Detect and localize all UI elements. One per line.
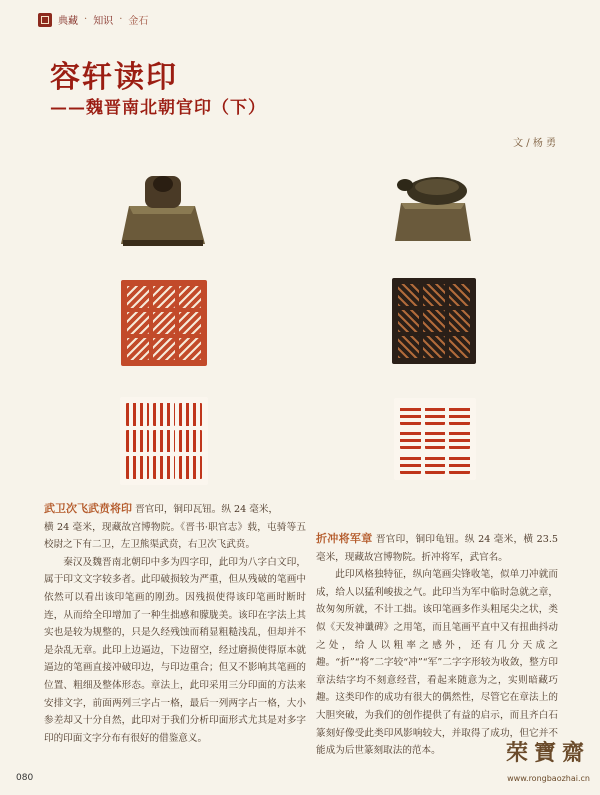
header-separator: · <box>119 14 123 25</box>
right-article-column <box>316 530 558 760</box>
turtle-knob-seal-photo <box>385 155 481 247</box>
body-paragraph: 秦汉及魏晋南北朝印中多为四字印，此印为八字白文印，属于印文文字较多者。此印破损较为严重，但从残破的笔画中依然可以看出该印笔画的刚劲。因残损使得该印笔画时断时连，从而给全印增加了一种生拙感和朦胧美。该印在字法上其实也是较为规整的，只是久经残蚀而稍显粗糙浅乱，但却并不是杂乱无章。此印上边逼边，下边留空，经过磨损使得原本就逼边的笔画直接冲破印边，与印边重合；但又不影响其笔画的位置、粗细及整体形态。章法上，此印采用三分印面的方法来安排文字，前面两列三字占一格，最后一列两字占一格，大小参差却又十分自然，此印对于我们分析印面形式尤其是对多字印的印面文字分布有很好的借鉴意义。 <box>44 556 306 744</box>
body-paragraph: 横 24 毫米，现藏故宫博物院。《晋书·职官志》载，屯骑等五校尉之下有二卫，左卫熊渠武贲，右卫次飞武贲。 <box>44 521 306 551</box>
header-section: 典藏 <box>58 16 78 27</box>
right-caption-line <box>316 530 558 566</box>
page-number: 080 <box>16 773 34 783</box>
section-header <box>38 12 148 27</box>
article-author: 文 / 杨 勇 <box>513 138 556 149</box>
article-subtitle: ——魏晋南北朝官印（下） <box>50 98 266 118</box>
watermark-url: www.rongbaozhai.cn <box>507 774 590 783</box>
seal-impression-redrawn <box>120 397 208 485</box>
seal-impression-cinnabar <box>121 280 207 366</box>
seal-caption: 折冲将军章 <box>316 532 373 545</box>
caption-description: 晋官印，铜印龟钮。纵 24 毫米，横 23.5 毫米，现藏故宫博物院。折冲将军，武官名。 <box>316 534 559 563</box>
body-paragraph: 此印风格独特征，纵向笔画尖锋收笔，似单刀冲就而成，给人以猛利峻拔之气。此印当为军中临时急就之章，故匆匆所就，不计工拙。该印笔画多作头粗尾尖之状，类似《天发神谶碑》之用笔，而且笔画平直中又有扭曲抖动之处，给人以粗率之感外，还有几分天成之趣。“折”“将”二字较“冲”“军”二字字形较为收敛，整方印章法结字均不刻意经营，看起来随意为之，实则暗藏巧趣。这类印作的成功有很大的偶然性，尽管它在章法上的大胆突破，为我们的创作提供了有益的启示，而且齐白石篆刻好像受此类印风影响较大，并取得了成功，但它并不能成为后世篆刻取法的范本。 <box>316 569 558 757</box>
caption-description: 晋官印，铜印瓦钮。纵 24 毫米， <box>135 504 279 515</box>
header-item-jinshi: 金石 <box>128 16 149 27</box>
left-article-column <box>44 500 306 747</box>
header-item-knowledge: 知识 <box>93 16 114 27</box>
seal-caption: 武卫次飞武贲将印 <box>44 502 132 515</box>
seal-face-photo <box>392 278 476 364</box>
tile-knob-seal-photo <box>115 162 211 250</box>
watermark-brand: 荣寶齋 <box>505 740 590 766</box>
article-title: 容轩读印 <box>50 60 178 95</box>
left-caption-line <box>44 500 306 519</box>
header-separator: · <box>84 14 88 25</box>
seal-impression-redrawn <box>394 398 476 480</box>
magazine-logo-icon <box>38 13 52 27</box>
